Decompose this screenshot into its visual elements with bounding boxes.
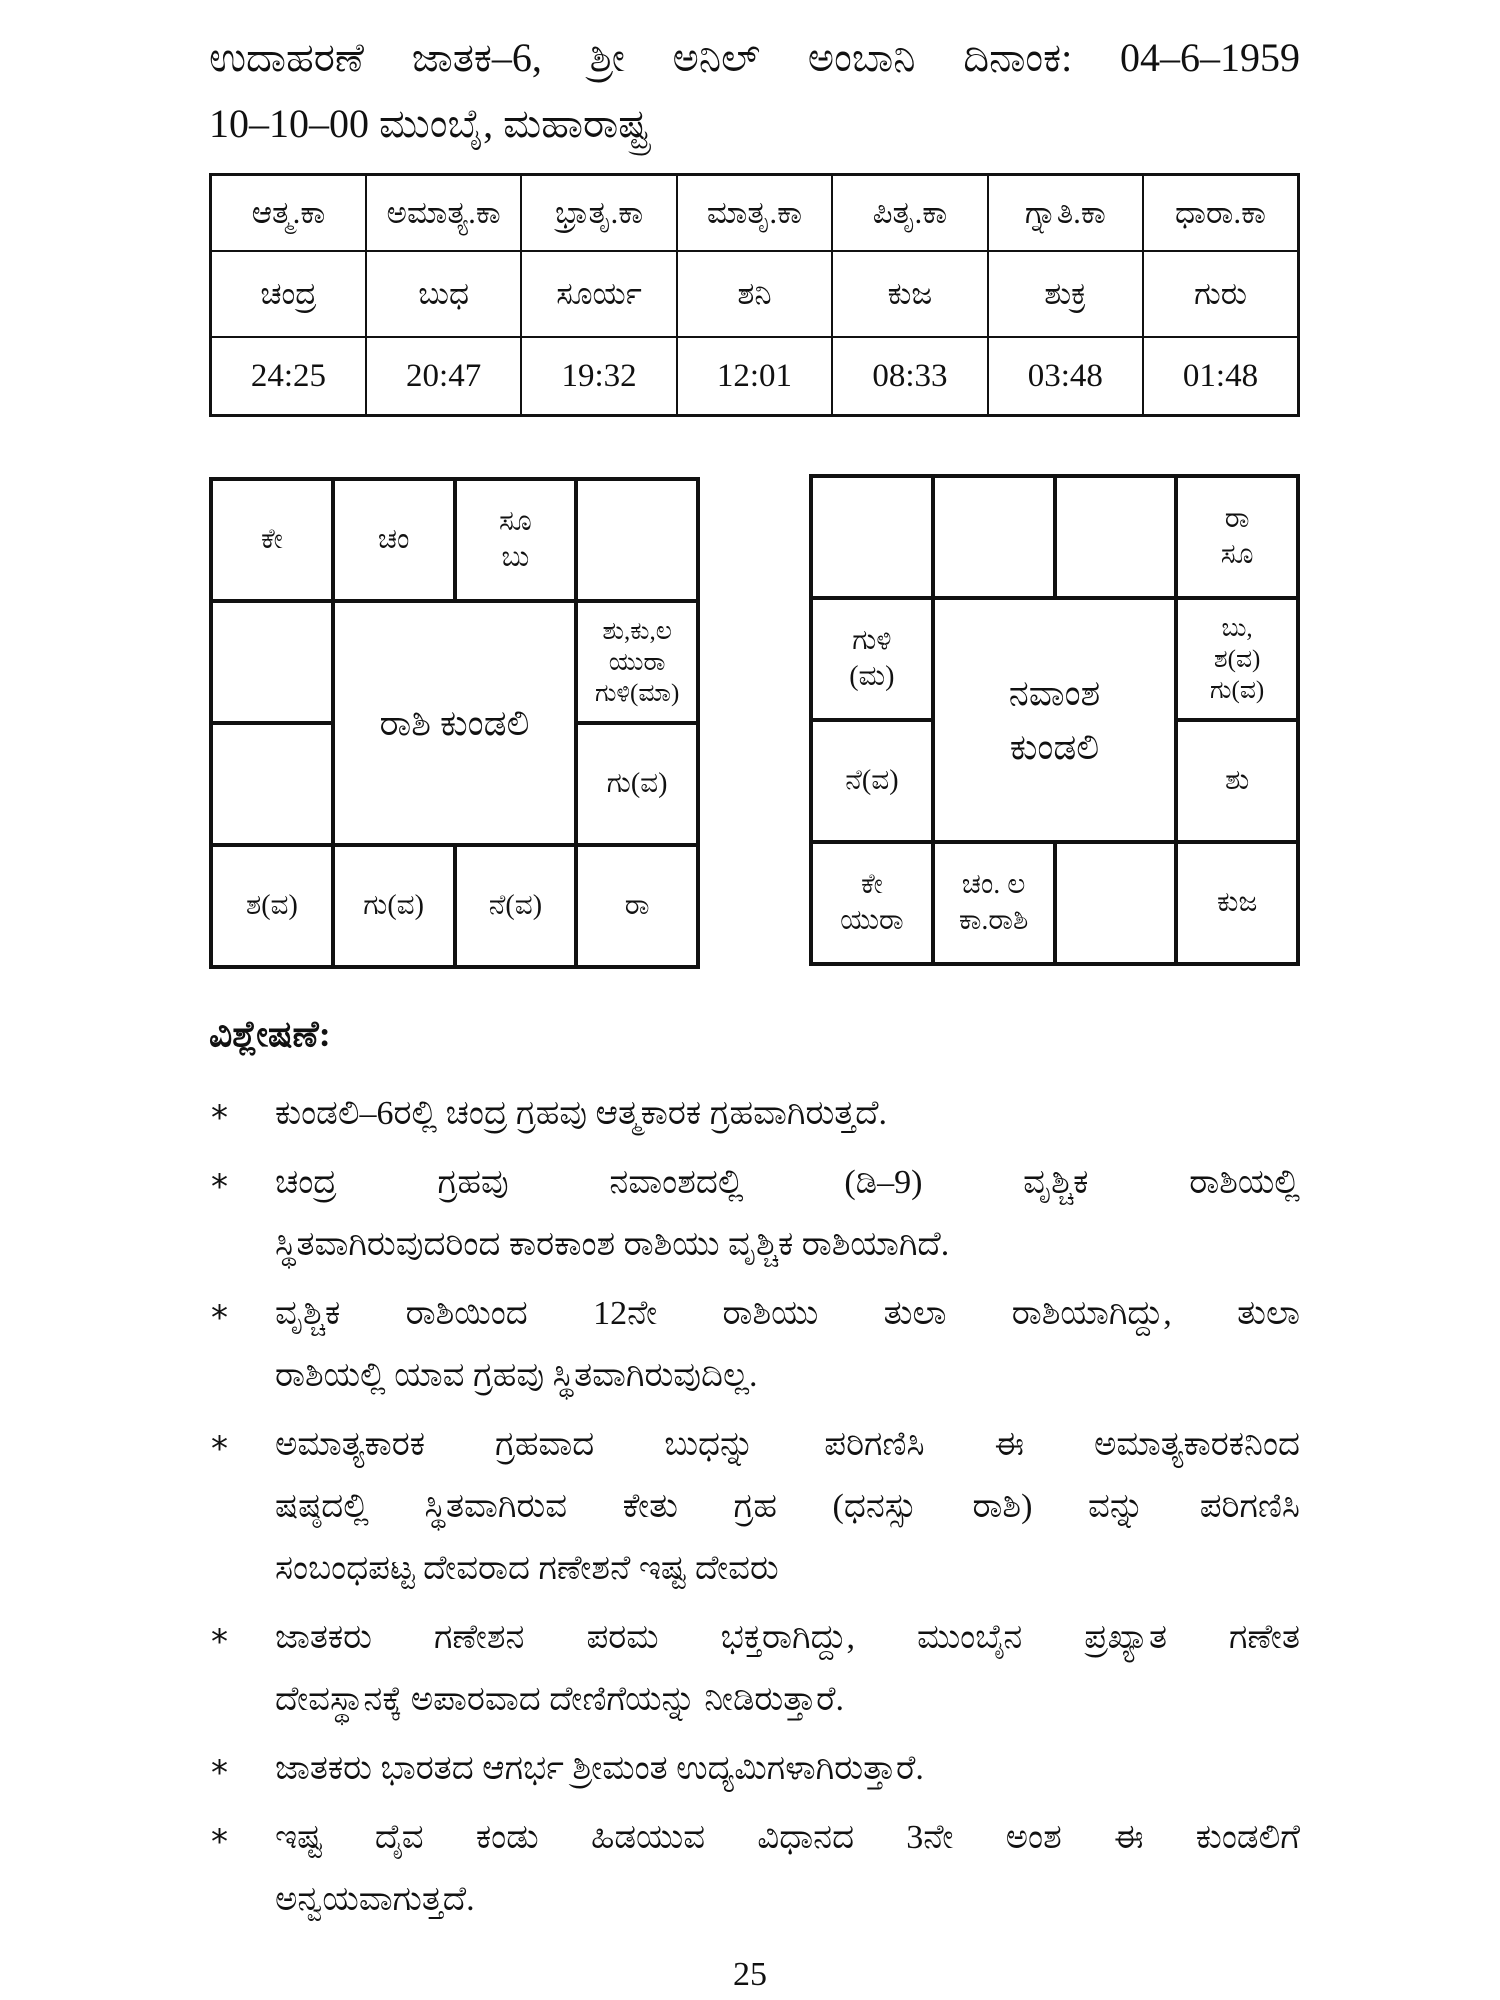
planet-row (211, 251, 1299, 337)
chart-house (576, 845, 698, 967)
planet-label: ಗುಳಿ(ಮಾ) (594, 679, 680, 707)
list-item-line: ಇಷ್ಟ ದೈವ ಕಂಡು ಹಿಡಯುವ ವಿಧಾನದ 3ನೇ ಅಂಶ ಈ ಕುಂಡಲಿಗೆ (275, 1819, 1300, 1856)
planet-label: ನೆ(ವ) (488, 890, 543, 921)
chart-house (1176, 720, 1298, 842)
list-item-line: ವೃಶ್ಚಿಕ ರಾಶಿಯಿಂದ 12ನೇ ರಾಶಿಯು ತುಲಾ ರಾಶಿಯಾಗಿದ್ದು, ತುಲಾ (275, 1295, 1300, 1332)
chart-house (1055, 476, 1177, 598)
list-item-line: ಸ್ಥಿತವಾಗಿರುವುದರಿಂದ ಕಾರಕಾಂಶ ರಾಶಿಯು ವೃಶ್ಚಿಕ ರಾಶಿಯಾಗಿದೆ. (275, 1226, 950, 1263)
chart-house (933, 842, 1055, 964)
list-item-line: ಚಂದ್ರ ಗ್ರಹವು ನವಾಂಶದಲ್ಲಿ (ಡಿ–9) ವೃಶ್ಚಿಕ ರಾಶಿಯಲ್ಲಿ (275, 1164, 1300, 1201)
planet-label: ಸೂ (1220, 539, 1254, 570)
list-item (209, 1152, 1300, 1276)
planet-label: ಚಂ (377, 524, 410, 555)
planet-cell: ಸೂರ್ಯ (521, 251, 676, 337)
chart-house (1176, 598, 1298, 720)
chart-house (576, 601, 698, 723)
karaka-cell: ಗ್ನಾತಿ.ಕಾ (988, 175, 1143, 252)
planet-label: ಕುಜ (1216, 887, 1258, 918)
analysis-list (209, 1083, 1300, 1938)
karaka-cell: ಪಿತೃ.ಕಾ (832, 175, 987, 252)
bullet-marker: * (211, 1429, 228, 1469)
degree-cell: 19:32 (521, 337, 676, 416)
list-item-line: ರಾಶಿಯಲ್ಲಿ ಯಾವ ಗ್ರಹವು ಸ್ಥಿತವಾಗಿರುವುದಿಲ್ಲ. (275, 1357, 758, 1394)
bullet-marker: * (211, 1098, 228, 1138)
chart-title-text: ನವಾಂಶ (1008, 673, 1101, 713)
chart-house (211, 845, 333, 967)
list-item (209, 1738, 1300, 1800)
list-item (209, 1283, 1300, 1407)
chart-house (1055, 842, 1177, 964)
list-item-line: ಅನ್ವಯವಾಗುತ್ತದೆ. (275, 1881, 475, 1918)
planet-label: ಬು (501, 542, 530, 573)
chart-house (211, 723, 333, 845)
list-item-line: ಜಾತಕರು ಭಾರತದ ಆಗರ್ಭ ಶ್ರೀಮಂತ ಉದ್ಯಮಿಗಳಾಗಿರುತ್ತಾರೆ. (275, 1750, 924, 1787)
planet-cell: ಚಂದ್ರ (211, 251, 366, 337)
karaka-header-row (211, 175, 1299, 252)
list-item (209, 1607, 1300, 1731)
planet-cell: ಗುರು (1143, 251, 1298, 337)
degree-cell: 12:01 (677, 337, 832, 416)
planet-label: ಶು (1225, 765, 1250, 796)
karaka-cell: ಆತ್ಮ.ಕಾ (211, 175, 366, 252)
bullet-marker: * (211, 1298, 228, 1338)
planet-cell: ಕುಜ (832, 251, 987, 337)
planet-label: ಗು(ವ) (606, 768, 668, 799)
planet-label: ಬು, (1221, 614, 1253, 642)
planet-label: ರಾ (624, 890, 650, 921)
chart-house (933, 476, 1055, 598)
degree-cell: 24:25 (211, 337, 366, 416)
planet-label: ಕಾ.ರಾಶಿ (958, 905, 1029, 936)
planet-label: ಕೇ (260, 524, 283, 555)
chart-house (333, 479, 455, 601)
planet-label: ಶ(ವ) (1213, 645, 1261, 673)
chart-house (576, 479, 698, 601)
chart-house (576, 723, 698, 845)
karaka-cell: ಅಮಾತ್ಯ.ಕಾ (366, 175, 521, 252)
chart-house (1176, 476, 1298, 598)
karaka-cell: ಧಾರಾ.ಕಾ (1143, 175, 1298, 252)
planet-label: ಗು(ವ) (1210, 676, 1265, 704)
planet-cell: ಶನಿ (677, 251, 832, 337)
analysis-heading: ವಿಶ್ಲೇಷಣೆ: (209, 1014, 331, 1054)
chart-house (811, 598, 933, 720)
chart-house (333, 845, 455, 967)
chart-house (455, 845, 577, 967)
chart-house (211, 479, 333, 601)
chart-house (211, 601, 333, 723)
rasi-chart (209, 477, 700, 969)
list-item-line: ದೇವಸ್ಥಾನಕ್ಕೆ ಅಪಾರವಾದ ದೇಣಿಗೆಯನ್ನು ನೀಡಿರುತ್ತಾರೆ. (275, 1681, 844, 1718)
planet-label: ಕೇ (860, 869, 883, 900)
degree-cell: 08:33 (832, 337, 987, 416)
list-item (209, 1083, 1300, 1145)
degree-row (211, 337, 1299, 416)
karaka-cell: ಮಾತೃ.ಕಾ (677, 175, 832, 252)
planet-label: (ಮ) (849, 661, 895, 692)
example-horoscope-title: ಉದಾಹರಣೆ ಜಾತಕ–6, ಶ್ರೀ ಅನಿಲ್ ಅಂಬಾನಿ ದಿನಾಂಕ: 04–6–1959 (209, 35, 1300, 80)
degree-cell: 20:47 (366, 337, 521, 416)
karaka-cell: ಭ್ರಾತೃ.ಕಾ (521, 175, 676, 252)
chart-title-text: ಕುಂಡಲಿ (1009, 727, 1100, 767)
bullet-marker: * (211, 1167, 228, 1207)
chart-house (811, 720, 933, 842)
list-item-line: ಜಾತಕರು ಗಣೇಶನ ಪರಮ ಭಕ್ತರಾಗಿದ್ದು, ಮುಂಬೈನ ಪ್ರಖ್ಯಾತ ಗಣೇತ (275, 1619, 1300, 1656)
birth-time-place: 10–10–00 ಮುಂಬೈ, ಮಹಾರಾಷ್ಟ್ರ (209, 101, 650, 146)
planet-label: ನೆ(ವ) (845, 765, 899, 796)
planet-label: ಶು,ಕು,ಲ (602, 617, 672, 645)
chara-karaka-table (209, 173, 1300, 417)
bullet-marker: * (211, 1622, 228, 1662)
chart-title (933, 598, 1177, 842)
navamsha-chart (809, 474, 1300, 966)
planet-label: ಯುರಾ (840, 905, 904, 936)
bullet-marker: * (211, 1753, 228, 1793)
chart-house (455, 479, 577, 601)
chart-house (1176, 842, 1298, 964)
list-item (209, 1807, 1300, 1931)
page-number: 25 (733, 1956, 767, 1993)
planet-label: ಗು(ವ) (363, 890, 424, 921)
planet-label: ಚಂ. ಲ (961, 869, 1026, 900)
chart-house (811, 842, 933, 964)
planet-label: ಗುಳಿ (852, 625, 892, 656)
planet-label: ಶ(ವ) (245, 890, 298, 921)
bullet-marker: * (211, 1822, 228, 1862)
planet-label: ಸೂ (499, 506, 532, 537)
list-item-line: ಷಷ್ಠದಲ್ಲಿ ಸ್ಥಿತವಾಗಿರುವ ಕೇತು ಗ್ರಹ (ಧನಸ್ಸು ರಾಶಿ) ವನ್ನು ಪರಿಗಣಿಸಿ (275, 1488, 1300, 1525)
planet-label: ಯುರಾ (608, 648, 666, 676)
chart-house (811, 476, 933, 598)
planet-cell: ಶುಕ್ರ (988, 251, 1143, 337)
list-item-line: ಅಮಾತ್ಯಕಾರಕ ಗ್ರಹವಾದ ಬುಧನ್ನು ಪರಿಗಣಿಸಿ ಈ ಅಮಾತ್ಯಕಾರಕನಿಂದ (275, 1426, 1300, 1463)
list-item (209, 1414, 1300, 1600)
list-item-line: ಕುಂಡಲಿ–6ರಲ್ಲಿ ಚಂದ್ರ ಗ್ರಹವು ಆತ್ಮಕಾರಕ ಗ್ರಹವಾಗಿರುತ್ತದೆ. (275, 1095, 888, 1132)
degree-cell: 01:48 (1143, 337, 1298, 416)
degree-cell: 03:48 (988, 337, 1143, 416)
list-item-line: ಸಂಬಂಧಪಟ್ಟ ದೇವರಾದ ಗಣೇಶನೆ ಇಷ್ಟ ದೇವರು (275, 1550, 779, 1587)
planet-cell: ಬುಧ (366, 251, 521, 337)
chart-title-text: ರಾಶಿ ಕುಂಡಲಿ (379, 703, 530, 743)
chart-title (333, 601, 577, 845)
planet-label: ರಾ (1224, 503, 1250, 534)
